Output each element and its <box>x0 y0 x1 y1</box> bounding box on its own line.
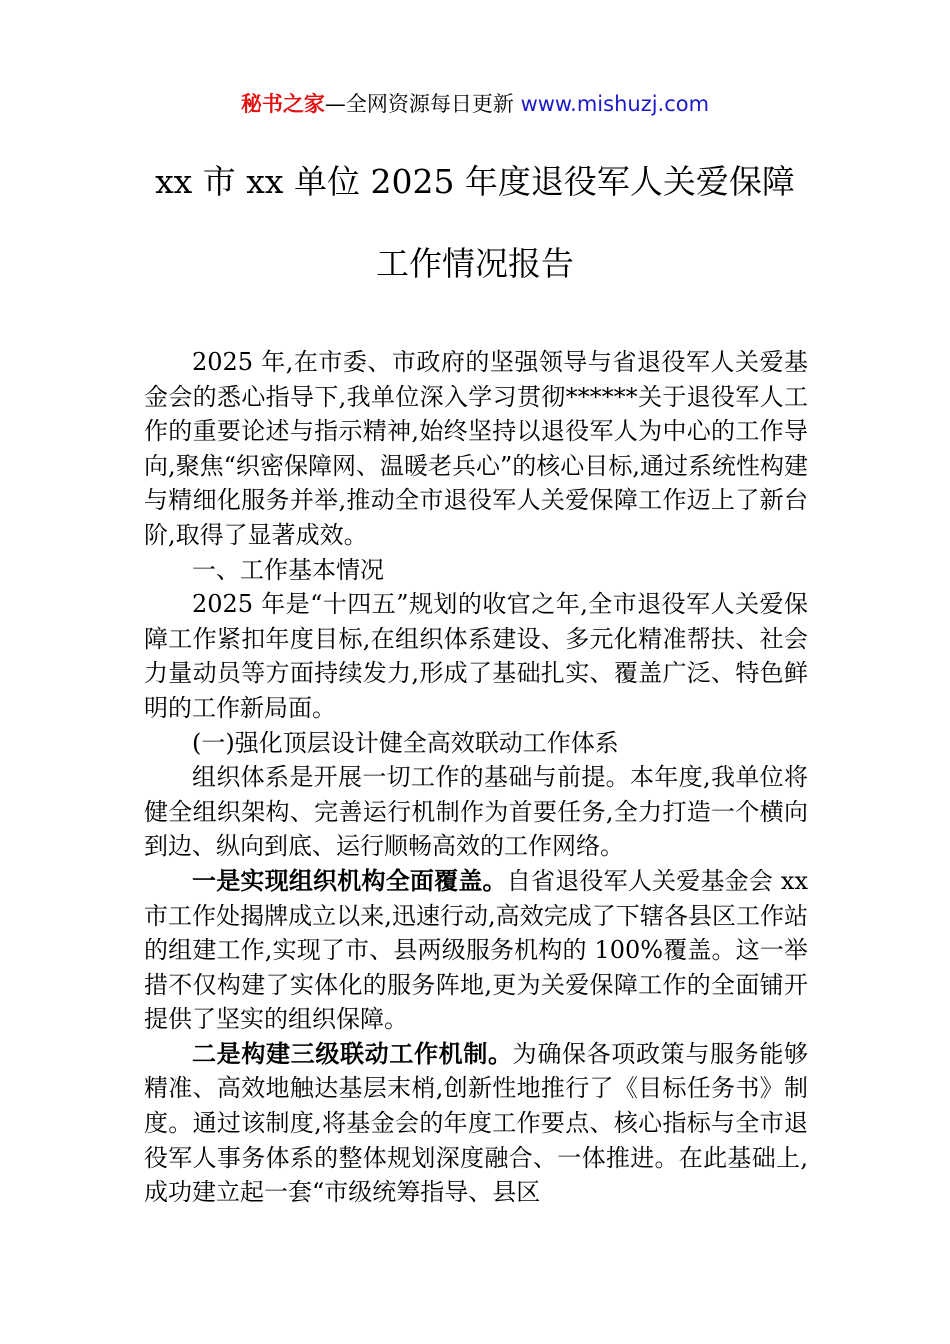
section-heading <box>144 553 808 588</box>
paragraph-text: 为确保各项政策与服务能够精准、高效地触达基层末梢,创新性地推行了《目标任务书》制度。通过该制度,将基金会的年度工作要点、核心指标与全市退役军人事务体系的整体规划深度融合、一体推进。在此基础上,成功建立起一套“市级统筹指导、县区 <box>144 1039 809 1207</box>
title-line-2: 工作情况报告 <box>376 244 574 283</box>
brand-name: 秘书之家 <box>240 92 325 116</box>
document-body <box>144 345 808 1210</box>
title-line-1: xx 市 xx 单位 2025 年度退役军人关爱保障 <box>155 162 795 201</box>
paragraph-text: 2025 年是“十四五”规划的收官之年,全市退役军人关爱保障工作紧扣年度目标,在组织体系建设、多元化精准帮扶、社会力量动员等方面持续发力,形成了基础扎实、覆盖广泛、特色鲜明的工作新局面。 <box>144 590 808 722</box>
paragraph-text: 2025 年,在市委、市政府的坚强领导与省退役军人关爱基金会的悉心指导下,我单位深入学习贯彻******关于退役军人工作的重要论述与指示精神,始终坚持以退役军人为中心的工作导向,聚焦“织密保障网、温暖老兵心”的核心目标,通过系统性构建与精细化服务并举,推动全市退役军人关爱保障工作迈上了新台阶,取得了显著成效。 <box>144 348 808 549</box>
paragraph-lead: 二是构建三级联动工作机制。 <box>192 1038 513 1068</box>
paragraph <box>144 1037 808 1210</box>
site-url-link[interactable]: www.mishuzj.com <box>520 92 710 116</box>
paragraph-lead: 一是实现组织机构全面覆盖。 <box>192 865 507 895</box>
banner-tagline: —全网资源每日更新 <box>324 92 521 116</box>
site-banner <box>0 88 950 120</box>
section-heading-text: 一、工作基本情况 <box>192 555 384 584</box>
subsection-heading <box>144 726 808 761</box>
subsection-heading-text: (一)强化顶层设计健全高效联动工作体系 <box>192 728 619 757</box>
paragraph <box>144 345 808 553</box>
paragraph <box>144 587 808 725</box>
paragraph <box>144 760 808 864</box>
paragraph-text: 组织体系是开展一切工作的基础与前提。本年度,我单位将健全组织架构、完善运行机制作为首要任务,全力打造一个横向到边、纵向到底、运行顺畅高效的工作网络。 <box>144 763 808 861</box>
paragraph <box>144 864 808 1037</box>
paragraph-text: 自省退役军人关爱基金会 xx 市工作处揭牌成立以来,迅速行动,高效完成了下辖各县区工作站的组建工作,实现了市、县两级服务机构的 100%覆盖。这一举措不仅构建了实体化的服务阵地,更为关爱保障工作的全面铺开提供了坚实的组织保障。 <box>144 866 809 1034</box>
document-title <box>0 160 950 324</box>
